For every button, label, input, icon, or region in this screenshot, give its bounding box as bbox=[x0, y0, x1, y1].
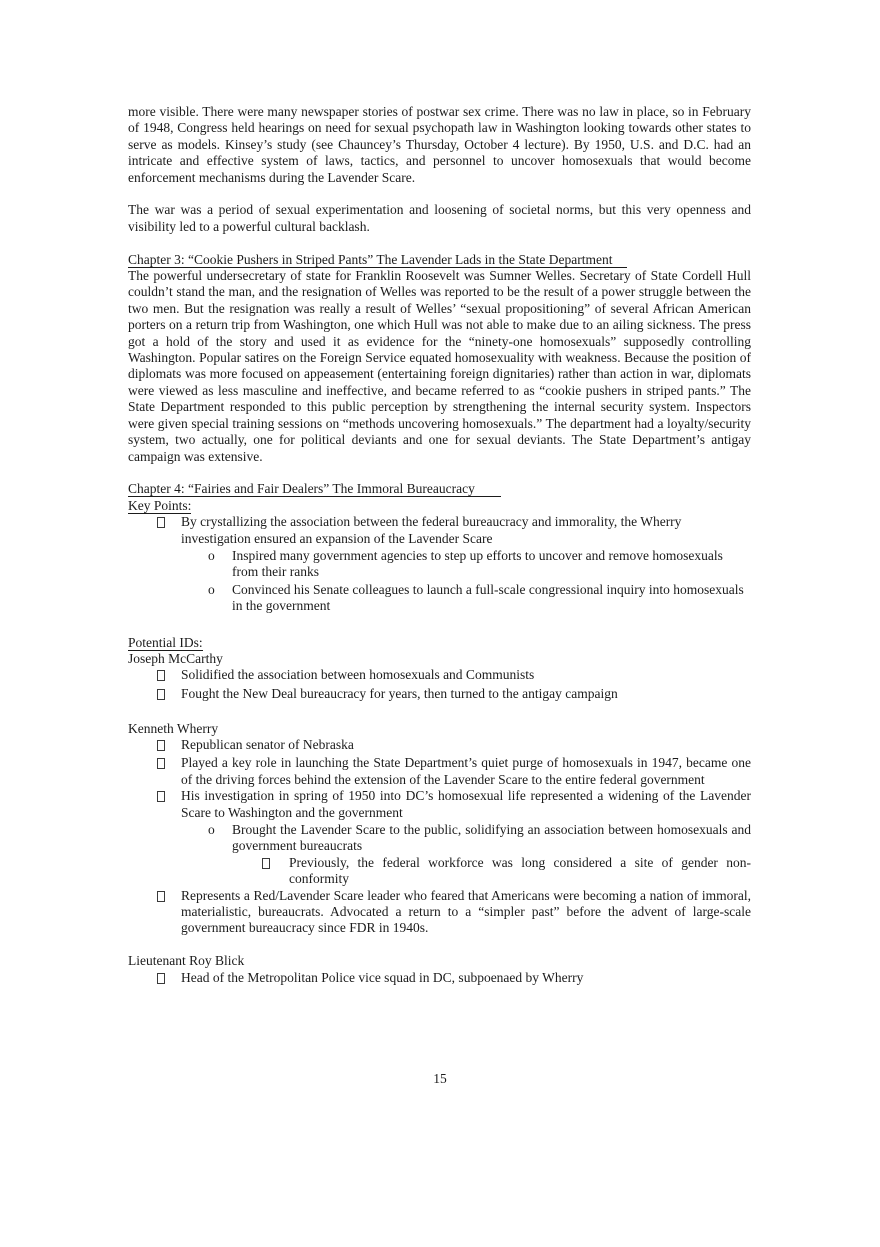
bullet-text: Played a key role in launching the State Department’s quiet purge of homosexuals in 1947, became one of the driving forces behind the extension of the Lavender Scare to the entire federal government bbox=[181, 755, 751, 787]
person-name-blick: Lieutenant Roy Blick bbox=[128, 953, 245, 969]
square-bullet-icon bbox=[157, 788, 181, 806]
person-name-mccarthy: Joseph McCarthy bbox=[128, 650, 223, 666]
key-points-label bbox=[128, 498, 751, 514]
person-name-wherry: Kenneth Wherry bbox=[128, 720, 219, 736]
wherry-section bbox=[128, 721, 751, 937]
mccarthy-section bbox=[128, 651, 751, 704]
paragraph-war-backlash: The war was a period of sexual experimentation and loosening of societal norms, but this very openness and visibility led to a powerful cultural backlash. bbox=[128, 202, 751, 234]
square-bullet-icon bbox=[157, 755, 181, 773]
bullet-text: Republican senator of Nebraska bbox=[181, 736, 354, 752]
blick-bullet-1 bbox=[128, 970, 751, 988]
chapter3-heading-text: Chapter 3: “Cookie Pushers in Striped Pants” The Lavender Lads in the State Department bbox=[128, 252, 627, 268]
key-points-sub-bullet-2 bbox=[128, 582, 751, 615]
blick-section bbox=[128, 953, 751, 988]
wherry-bullet-1 bbox=[128, 737, 751, 755]
bullet-text: Convinced his Senate colleagues to launch a full-scale congressional inquiry into homosexuals in the government bbox=[232, 581, 744, 614]
square-bullet-icon bbox=[262, 855, 289, 873]
bullet-text: By crystallizing the association between the federal bureaucracy and immorality, the Wherry investigation ensured an expansion of the Lavender Scare bbox=[181, 514, 682, 546]
chapter3-heading bbox=[128, 252, 751, 268]
bullet-text: Previously, the federal workforce was long considered a site of gender non-conformity bbox=[289, 854, 751, 887]
chapter3-body-paragraph: The powerful undersecretary of state for Franklin Roosevelt was Sumner Welles. Secretary of State Cordell Hull couldn’t stand the man, and the resignation of Welles was reported to be the result of a power struggle between the two men. But the resignation was really a result of Welles’ “sexual propositioning” of several African American porters on a return trip from Washington, one which Hull was not able to make due to an ailing sickness. The press got a hold of the story and used it as evidence for the “ninety-one homosexuals” supposedly controlling Washington. Popular satires on the Foreign Service equated homosexuality with weakness. Because the position of diplomats was more focused on appeasement (entertaining foreign dignitaries) rather than action in war, diplomats were viewed as less masculine and ineffective, and became referred to as “cookie pushers in striped pants.” The State Department responded to this public perception by strengthening the internal security system. Inspectors were given special training sessions on “methods uncovering homosexuals.” The department had a loyalty/security system, two actually, one for political deviants and one for sexual deviants. The State Department’s antigay campaign was extensive. bbox=[128, 268, 751, 464]
bullet-text: Solidified the association between homosexuals and Communists bbox=[181, 667, 535, 683]
document-content bbox=[128, 104, 751, 988]
wherry-bullet-3-sub-sub bbox=[128, 855, 751, 888]
wherry-bullet-4 bbox=[128, 888, 751, 937]
circle-bullet-icon: o bbox=[208, 547, 215, 563]
key-points-bullet bbox=[128, 514, 751, 547]
circle-bullet-icon: o bbox=[208, 581, 215, 597]
potential-ids-label-text: Potential IDs: bbox=[128, 634, 203, 650]
square-bullet-icon bbox=[157, 737, 181, 755]
bullet-text: Head of the Metropolitan Police vice squad in DC, subpoenaed by Wherry bbox=[181, 969, 584, 985]
mccarthy-bullet-2 bbox=[128, 686, 751, 704]
wherry-bullet-3 bbox=[128, 788, 751, 821]
bullet-text: Represents a Red/Lavender Scare leader who feared that Americans were becoming a nation of immoral, materialistic, bureaucrats. Advocated a return to a “simpler past” before the advent of large-scale government bureaucracy since FDR in 1940s. bbox=[181, 887, 751, 936]
bullet-text: His investigation in spring of 1950 into DC’s homosexual life represented a widening of the Lavender Scare to Washington and the government bbox=[181, 788, 751, 820]
potential-ids-label bbox=[128, 635, 751, 651]
mccarthy-bullet-1 bbox=[128, 667, 751, 685]
bullet-text: Inspired many government agencies to step up efforts to uncover and remove homosexuals from their ranks bbox=[232, 547, 723, 580]
key-points-label-text: Key Points: bbox=[128, 497, 192, 513]
circle-bullet-icon: o bbox=[208, 822, 215, 837]
key-points-sub-bullet-1 bbox=[128, 548, 751, 581]
chapter4-heading-text: Chapter 4: “Fairies and Fair Dealers” The Immoral Bureaucracy bbox=[128, 481, 501, 497]
wherry-bullet-2 bbox=[128, 755, 751, 788]
bullet-text: Fought the New Deal bureaucracy for years, then turned to the antigay campaign bbox=[181, 685, 618, 701]
bullet-text: Brought the Lavender Scare to the public, solidifying an association between homosexuals and government bureaucrats bbox=[232, 822, 751, 854]
chapter4-heading bbox=[128, 481, 751, 497]
paragraph-postwar-crime: more visible. There were many newspaper stories of postwar sex crime. There was no law in place, so in February of 1948, Congress held hearings on need for sexual psychopath law in Washington looking towards other states to serve as models. Kinsey’s study (see Chauncey’s Thursday, October 4 lecture). By 1950, U.S. and D.C. had an intricate and effective system of laws, tactics, and personnel to uncover homosexuals that would become enforcement mechanisms during the Lavender Scare. bbox=[128, 104, 751, 185]
square-bullet-icon bbox=[157, 667, 181, 685]
square-bullet-icon bbox=[157, 686, 181, 704]
square-bullet-icon bbox=[157, 514, 181, 532]
square-bullet-icon bbox=[157, 888, 181, 906]
page-number: 15 bbox=[433, 1071, 447, 1086]
wherry-bullet-3-sub bbox=[128, 822, 751, 855]
square-bullet-icon bbox=[157, 970, 181, 988]
